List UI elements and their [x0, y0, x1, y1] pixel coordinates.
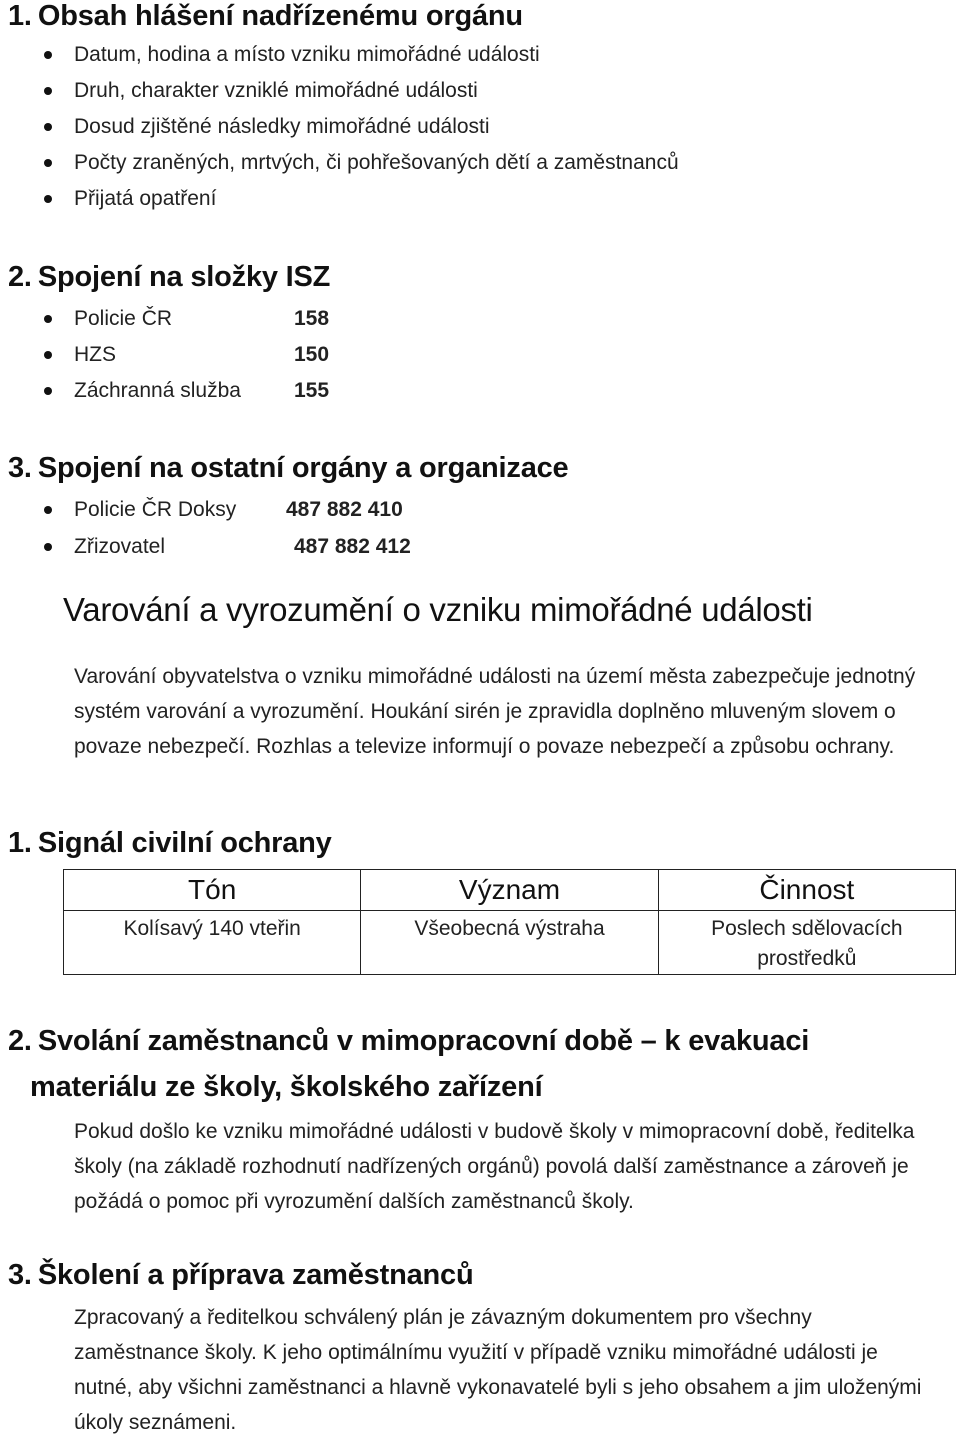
contact-label: Zřizovatel [74, 535, 166, 558]
column-header: Tón [64, 870, 361, 911]
bullet-icon [44, 159, 52, 167]
training-paragraph: Zpracovaný a ředitelkou schválený plán je závazným dokumentem pro všechny zaměstnance školy. K jeho optimálnímu využití v případě vzniku mimořádné události je nutné, aby všichni zaměstnanci a hlavně vykonavatelé byli s jeho obsahem a jim uloženými úkoly seznámeni. [74, 1306, 922, 1434]
bullet-icon [44, 506, 52, 514]
signal-table [63, 869, 956, 975]
contact-label: Policie ČR [74, 307, 173, 330]
list-item-text: Přijatá opatření [74, 187, 217, 210]
list-item-text: Dosud zjištěné následky mimořádné události [74, 115, 490, 138]
section-title: Obsah hlášení nadřízenému orgánu [37, 0, 523, 32]
section-heading-callout [8, 1025, 809, 1057]
section-heading-signal [8, 827, 332, 859]
contact-label: HZS [74, 343, 116, 366]
contact-phone: 487 882 412 [294, 535, 411, 558]
bullet-icon [44, 123, 52, 131]
section-title: Školení a příprava zaměstnanců [37, 1259, 474, 1291]
section-heading-callout-cont: materiálu ze školy, školského zařízení [30, 1071, 543, 1103]
contact-phone: 155 [294, 379, 330, 402]
contact-label: Policie ČR Doksy [74, 498, 237, 521]
bullet-icon [44, 387, 52, 395]
contact-phone: 487 882 410 [286, 498, 403, 521]
contact-label: Záchranná služba [74, 379, 241, 402]
section-number: 1. [8, 827, 32, 859]
section-number: 2. [8, 1025, 32, 1057]
bullet-icon [44, 543, 52, 551]
section-heading-other [8, 452, 569, 484]
bullet-icon [44, 87, 52, 95]
section-number: 2. [8, 261, 32, 293]
bullet-icon [44, 315, 52, 323]
section-title: Spojení na ostatní orgány a organizace [37, 452, 569, 484]
section-heading-isz [8, 261, 330, 293]
bullet-icon [44, 351, 52, 359]
callout-paragraph: Pokud došlo ke vzniku mimořádné události v budově školy v mimopracovní době, ředitelka školy (na základě rozhodnutí nadřízených orgánů) povolá další zaměstnance a zároveň je požádá o pomoc při vyrozumění dalších zaměstnanců školy. [74, 1120, 915, 1213]
bullet-icon [44, 51, 52, 59]
table-row [64, 911, 956, 975]
warning-paragraph: Varování obyvatelstva o vzniku mimořádné události na území města zabezpečuje jednotný systém varování a vyrozumění. Houkání sirén je zpravidla doplněno mluveným slovem o povaze nebezpečí. Rozhlas a televize informují o povaze nebezpečí a způsobu ochrany. [74, 665, 916, 758]
section-number: 1. [8, 0, 32, 32]
table-header-row [64, 870, 956, 911]
contact-phone: 150 [294, 343, 330, 366]
list-item-text: Počty zraněných, mrtvých, či pohřešovaných dětí a zaměstnanců [74, 151, 679, 174]
section-heading-training [8, 1259, 473, 1291]
section-title: Spojení na složky ISZ [37, 261, 331, 293]
table-cell: Všeobecná výstraha [361, 911, 658, 975]
warning-title: Varování a vyrozumění o vzniku mimořádné události [63, 591, 813, 628]
section-number: 3. [8, 452, 32, 484]
list-item-text: Druh, charakter vzniklé mimořádné události [74, 79, 478, 102]
column-header: Činnost [658, 870, 955, 911]
table-cell: Kolísavý 140 vteřin [64, 911, 361, 975]
column-header: Význam [361, 870, 658, 911]
section-heading-report [8, 0, 523, 32]
table-cell: Poslech sdělovacích prostředků [658, 911, 955, 975]
section-title: Signál civilní ochrany [37, 827, 332, 859]
list-item-text: Datum, hodina a místo vzniku mimořádné události [74, 43, 540, 66]
bullet-icon [44, 195, 52, 203]
section-title: Svolání zaměstnanců v mimopracovní době – k evakuaci [37, 1025, 810, 1057]
section-number: 3. [8, 1259, 32, 1291]
contact-phone: 158 [294, 307, 330, 330]
